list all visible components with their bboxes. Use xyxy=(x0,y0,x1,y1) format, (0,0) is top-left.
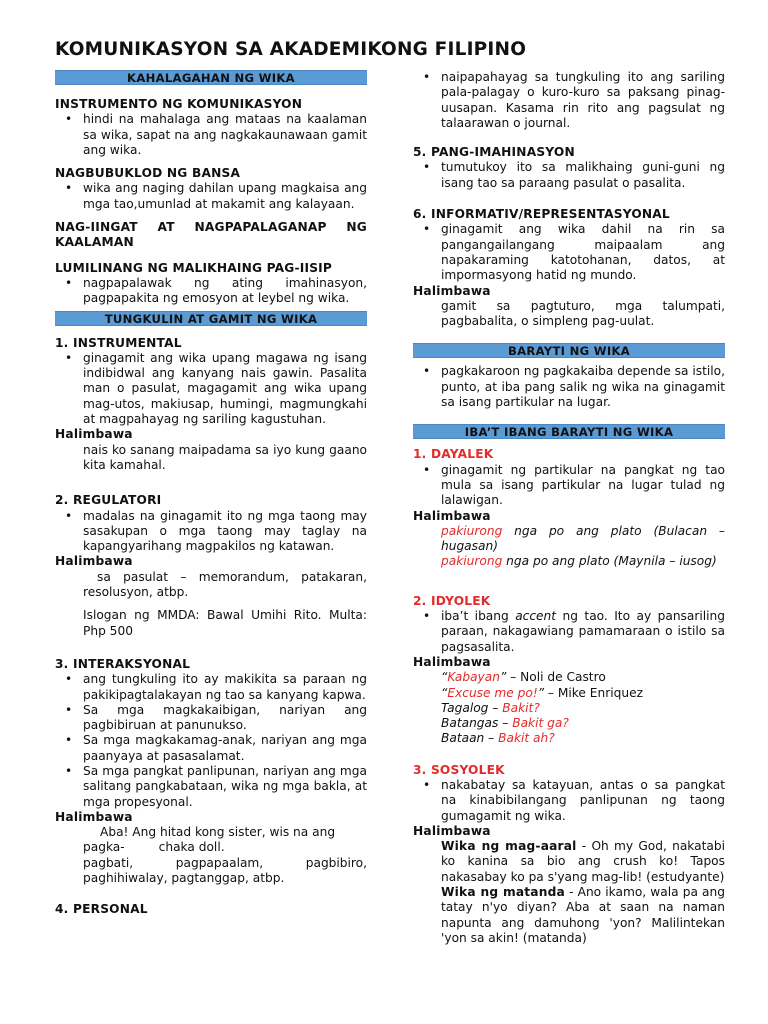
bullet-item: • Sa mga magkakamag-anak, nariyan ang mga paanyaya at pasasalamat. xyxy=(55,733,367,764)
example-quote xyxy=(413,686,725,701)
heading-word: NAG-IINGAT xyxy=(55,220,138,235)
example-word: pagpapaalam, xyxy=(175,855,264,870)
bullet-item: • hindi na mahalaga ang mataas na kaalaman sa wika, sapat na ang nagkakaunawaan gamit ang wika. xyxy=(55,112,367,158)
bullet-list xyxy=(413,364,725,410)
dialect-word: pakiurong xyxy=(441,554,503,569)
section-bar-kahalagahan: KAHALAGAHAN NG WIKA xyxy=(55,70,367,85)
section-bar-ibat-ibang-barayti: IBA’T IBANG BARAYTI NG WIKA xyxy=(413,424,725,439)
example-label: Wika ng mag-aaral xyxy=(441,839,577,854)
bullet-item: • ang tungkuling ito ay makikita sa paraan ng pakikipagtalakayan ng tao sa kanyang kapwa. xyxy=(55,672,367,703)
example-word: pagbati, xyxy=(83,855,134,870)
example-text xyxy=(413,524,725,555)
bullet-list xyxy=(413,70,725,131)
heading-interaksyonal: 3. INTERAKSYONAL xyxy=(55,656,191,671)
place-label: Batangas xyxy=(441,716,499,731)
bullet-list xyxy=(413,609,725,655)
bullet-item: • nagpapalawak ng ating imahinasyon, pagpapakita ng emosyon at leybel ng wika. xyxy=(55,276,367,307)
place-dash: – xyxy=(484,731,499,746)
example-text xyxy=(413,839,725,885)
bullet-list xyxy=(55,509,367,555)
bullet-item: • nakabatay sa katayuan, antas o sa pangkat na kinabibilangang panlipunan ng taong gumagamit ng wika. xyxy=(413,778,725,824)
heading-lumilinang: LUMILINANG NG MALIKHAING PAG-IISIP xyxy=(55,260,333,275)
section-bar-barayti: BARAYTI NG WIKA xyxy=(413,343,725,358)
bullet-list xyxy=(413,222,725,283)
example-word: pagbibiro, xyxy=(305,855,367,870)
place-dash: – xyxy=(488,700,503,715)
example-word: chaka doll. xyxy=(158,840,225,855)
example-rest: - Ano ikamo, wala pa ang tatay n'yo diyan? Aba at saan na naman napunta ang damuhong 'yon? Malilintekan 'yon sa akin! (matanda) xyxy=(441,885,725,945)
halimbawa-label: Halimbawa xyxy=(55,554,133,569)
section-bar-tungkulin: TUNGKULIN AT GAMIT NG WIKA xyxy=(55,311,367,326)
bullet-list xyxy=(55,181,367,212)
heading-informativ: 6. INFORMATIV/REPRESENTASYONAL xyxy=(413,207,670,222)
bullet-item: • ginagamit ang wika dahil na rin sa pangangailangang maipaalam ang napakaraming katotohanan, datos, at impormasyong hatid ng mundo. xyxy=(413,222,725,283)
example-rest: nga po ang plato (Maynila – iusog) xyxy=(502,554,717,569)
heading-nagiingat xyxy=(55,220,367,235)
quote-text: Kabayan xyxy=(447,670,500,685)
bullet-list xyxy=(55,672,367,810)
bullet-list xyxy=(55,112,367,158)
quote-author: – Noli de Castro xyxy=(506,670,606,685)
quote-mark: ” xyxy=(499,670,507,685)
heading-word: NG xyxy=(346,220,367,235)
heading-regulatori: 2. REGULATORI xyxy=(55,493,162,508)
example-text xyxy=(413,885,725,946)
place-phrase: Bakit? xyxy=(502,700,540,715)
example-text: paghihiwalay, pagtanggap, atbp. xyxy=(83,871,285,886)
bullet-item xyxy=(413,609,725,655)
right-column xyxy=(413,70,725,946)
halimbawa-label: Halimbawa xyxy=(55,809,133,824)
example-rest: nga po ang plato (Bulacan – hugasan) xyxy=(441,523,725,554)
example-text: Islogan ng MMDA: Bawal Umihi Rito. Multa: Php 500 xyxy=(83,608,367,638)
document-title: KOMUNIKASYON SA AKADEMIKONG FILIPINO xyxy=(55,39,527,60)
example-text: Aba! Ang hitad kong sister, wis na ang xyxy=(100,825,336,840)
quote-author: – Mike Enriquez xyxy=(544,685,643,700)
halimbawa-label: Halimbawa xyxy=(413,823,491,838)
example-quote xyxy=(413,670,725,685)
place-phrase: Bakit ga? xyxy=(512,716,569,731)
heading-sosyolek: 3. SOSYOLEK xyxy=(413,762,505,777)
example-place xyxy=(413,701,725,716)
heading-word: NAGPAPALAGANAP xyxy=(194,220,327,235)
left-column xyxy=(55,70,367,918)
bullet-list xyxy=(413,778,725,824)
example-text xyxy=(55,856,367,871)
example-text: nais ko sanang maipadama sa iyo kung gaano kita kamahal. xyxy=(83,442,367,472)
quote-mark: “ xyxy=(441,670,448,685)
bullet-item: • pagkakaroon ng pagkakaiba depende sa istilo, punto, at iba pang salik ng wika na ginagamit sa isang partikular na lugar. xyxy=(413,364,725,410)
heading-idyolek: 2. IDYOLEK xyxy=(413,593,491,608)
quote-text: Excuse me po! xyxy=(447,685,538,700)
heading-instrumental: 1. INSTRUMENTAL xyxy=(55,335,182,350)
bullet-item: • ginagamit ng partikular na pangkat ng tao mula sa isang partikular na lugar tulad ng lalawigan. xyxy=(413,463,725,509)
example-text xyxy=(413,554,725,569)
halimbawa-label: Halimbawa xyxy=(413,508,491,523)
accent-word: accent xyxy=(515,609,557,624)
heading-dayalek: 1. DAYALEK xyxy=(413,447,494,462)
heading-nagiingat-line2: KAALAMAN xyxy=(55,235,134,250)
bullet-text: ng tao. Ito ay pansariling paraan, nakagawiang pamamaraan o istilo sa pagsasalita. xyxy=(441,609,725,654)
example-label: Wika ng matanda xyxy=(441,885,565,900)
dialect-word: pakiurong xyxy=(441,523,503,538)
example-rest: - Oh my God, nakatabi ko kanina sa bio ang crush ko! Tapos nakasabay ko pa s'yang mag-lib! (estudyante) xyxy=(441,839,725,884)
bullet-item: • madalas na ginagamit ito ng mga taong may sasakupan o mga taong may taglay na kapangyarihang magpakilos ng katawan. xyxy=(55,509,367,555)
example-word: pagka- xyxy=(83,840,125,855)
place-dash: – xyxy=(498,716,513,731)
example-text: gamit sa pagtuturo, mga talumpati, pagbabalita, o simpleng pag-uulat. xyxy=(441,298,725,329)
bullet-item: • tumutukoy ito sa malikhaing guni-guni ng isang tao sa paraang pasulat o pasalita. xyxy=(413,160,725,191)
bullet-item: • Sa mga pangkat panlipunan, nariyan ang mga salitang pangkabataan, wika ng mga bakla, at mga propesyonal. xyxy=(55,764,367,810)
quote-mark: “ xyxy=(441,685,448,700)
heading-personal: 4. PERSONAL xyxy=(55,902,148,917)
halimbawa-label: Halimbawa xyxy=(55,427,133,442)
bullet-item: • wika ang naging dahilan upang magkaisa ang mga tao,umunlad at makamit ang kalayaan. xyxy=(55,181,367,212)
bullet-item: • ginagamit ang wika upang magawa ng isang indibidwal ang kanyang nais gawin. Pasalita man o pasulat, magagamit ang wika upang mag-utos, makiusap, humingi, magmungkahi at magpahayag ng sariling kagustuhan. xyxy=(55,351,367,427)
quote-mark: ” xyxy=(537,685,545,700)
place-label: Tagalog xyxy=(441,700,489,715)
example-place xyxy=(413,716,725,731)
example-place xyxy=(413,731,725,746)
bullet-list xyxy=(55,276,367,307)
heading-nagbubuklod: NAGBUBUKLOD NG BANSA xyxy=(55,166,241,181)
heading-pang-imahinasyon: 5. PANG-IMAHINASYON xyxy=(413,145,575,160)
place-phrase: Bakit ah? xyxy=(498,731,555,746)
bullet-list xyxy=(413,463,725,509)
bullet-list xyxy=(55,351,367,427)
heading-instrumento: INSTRUMENTO NG KOMUNIKASYON xyxy=(55,97,303,111)
heading-word: AT xyxy=(157,220,175,235)
bullet-list xyxy=(413,160,725,191)
example-text: sa pasulat – memorandum, patakaran, resolusyon, atbp. xyxy=(83,569,367,600)
bullet-text: iba’t ibang xyxy=(441,609,516,624)
bullet-item: • Sa mga magkakaibigan, nariyan ang pagbibiruan at panunukso. xyxy=(55,703,367,734)
bullet-item: • naipapahayag sa tungkuling ito ang sariling pala-palagay o kuro-kuro sa paksang pinag-uusapan. Kasama rin rito ang pagsulat ng talaarawan o journal. xyxy=(413,70,725,131)
place-label: Bataan xyxy=(441,731,485,746)
halimbawa-label: Halimbawa xyxy=(413,654,491,669)
halimbawa-label: Halimbawa xyxy=(413,283,491,298)
example-text xyxy=(55,840,367,855)
